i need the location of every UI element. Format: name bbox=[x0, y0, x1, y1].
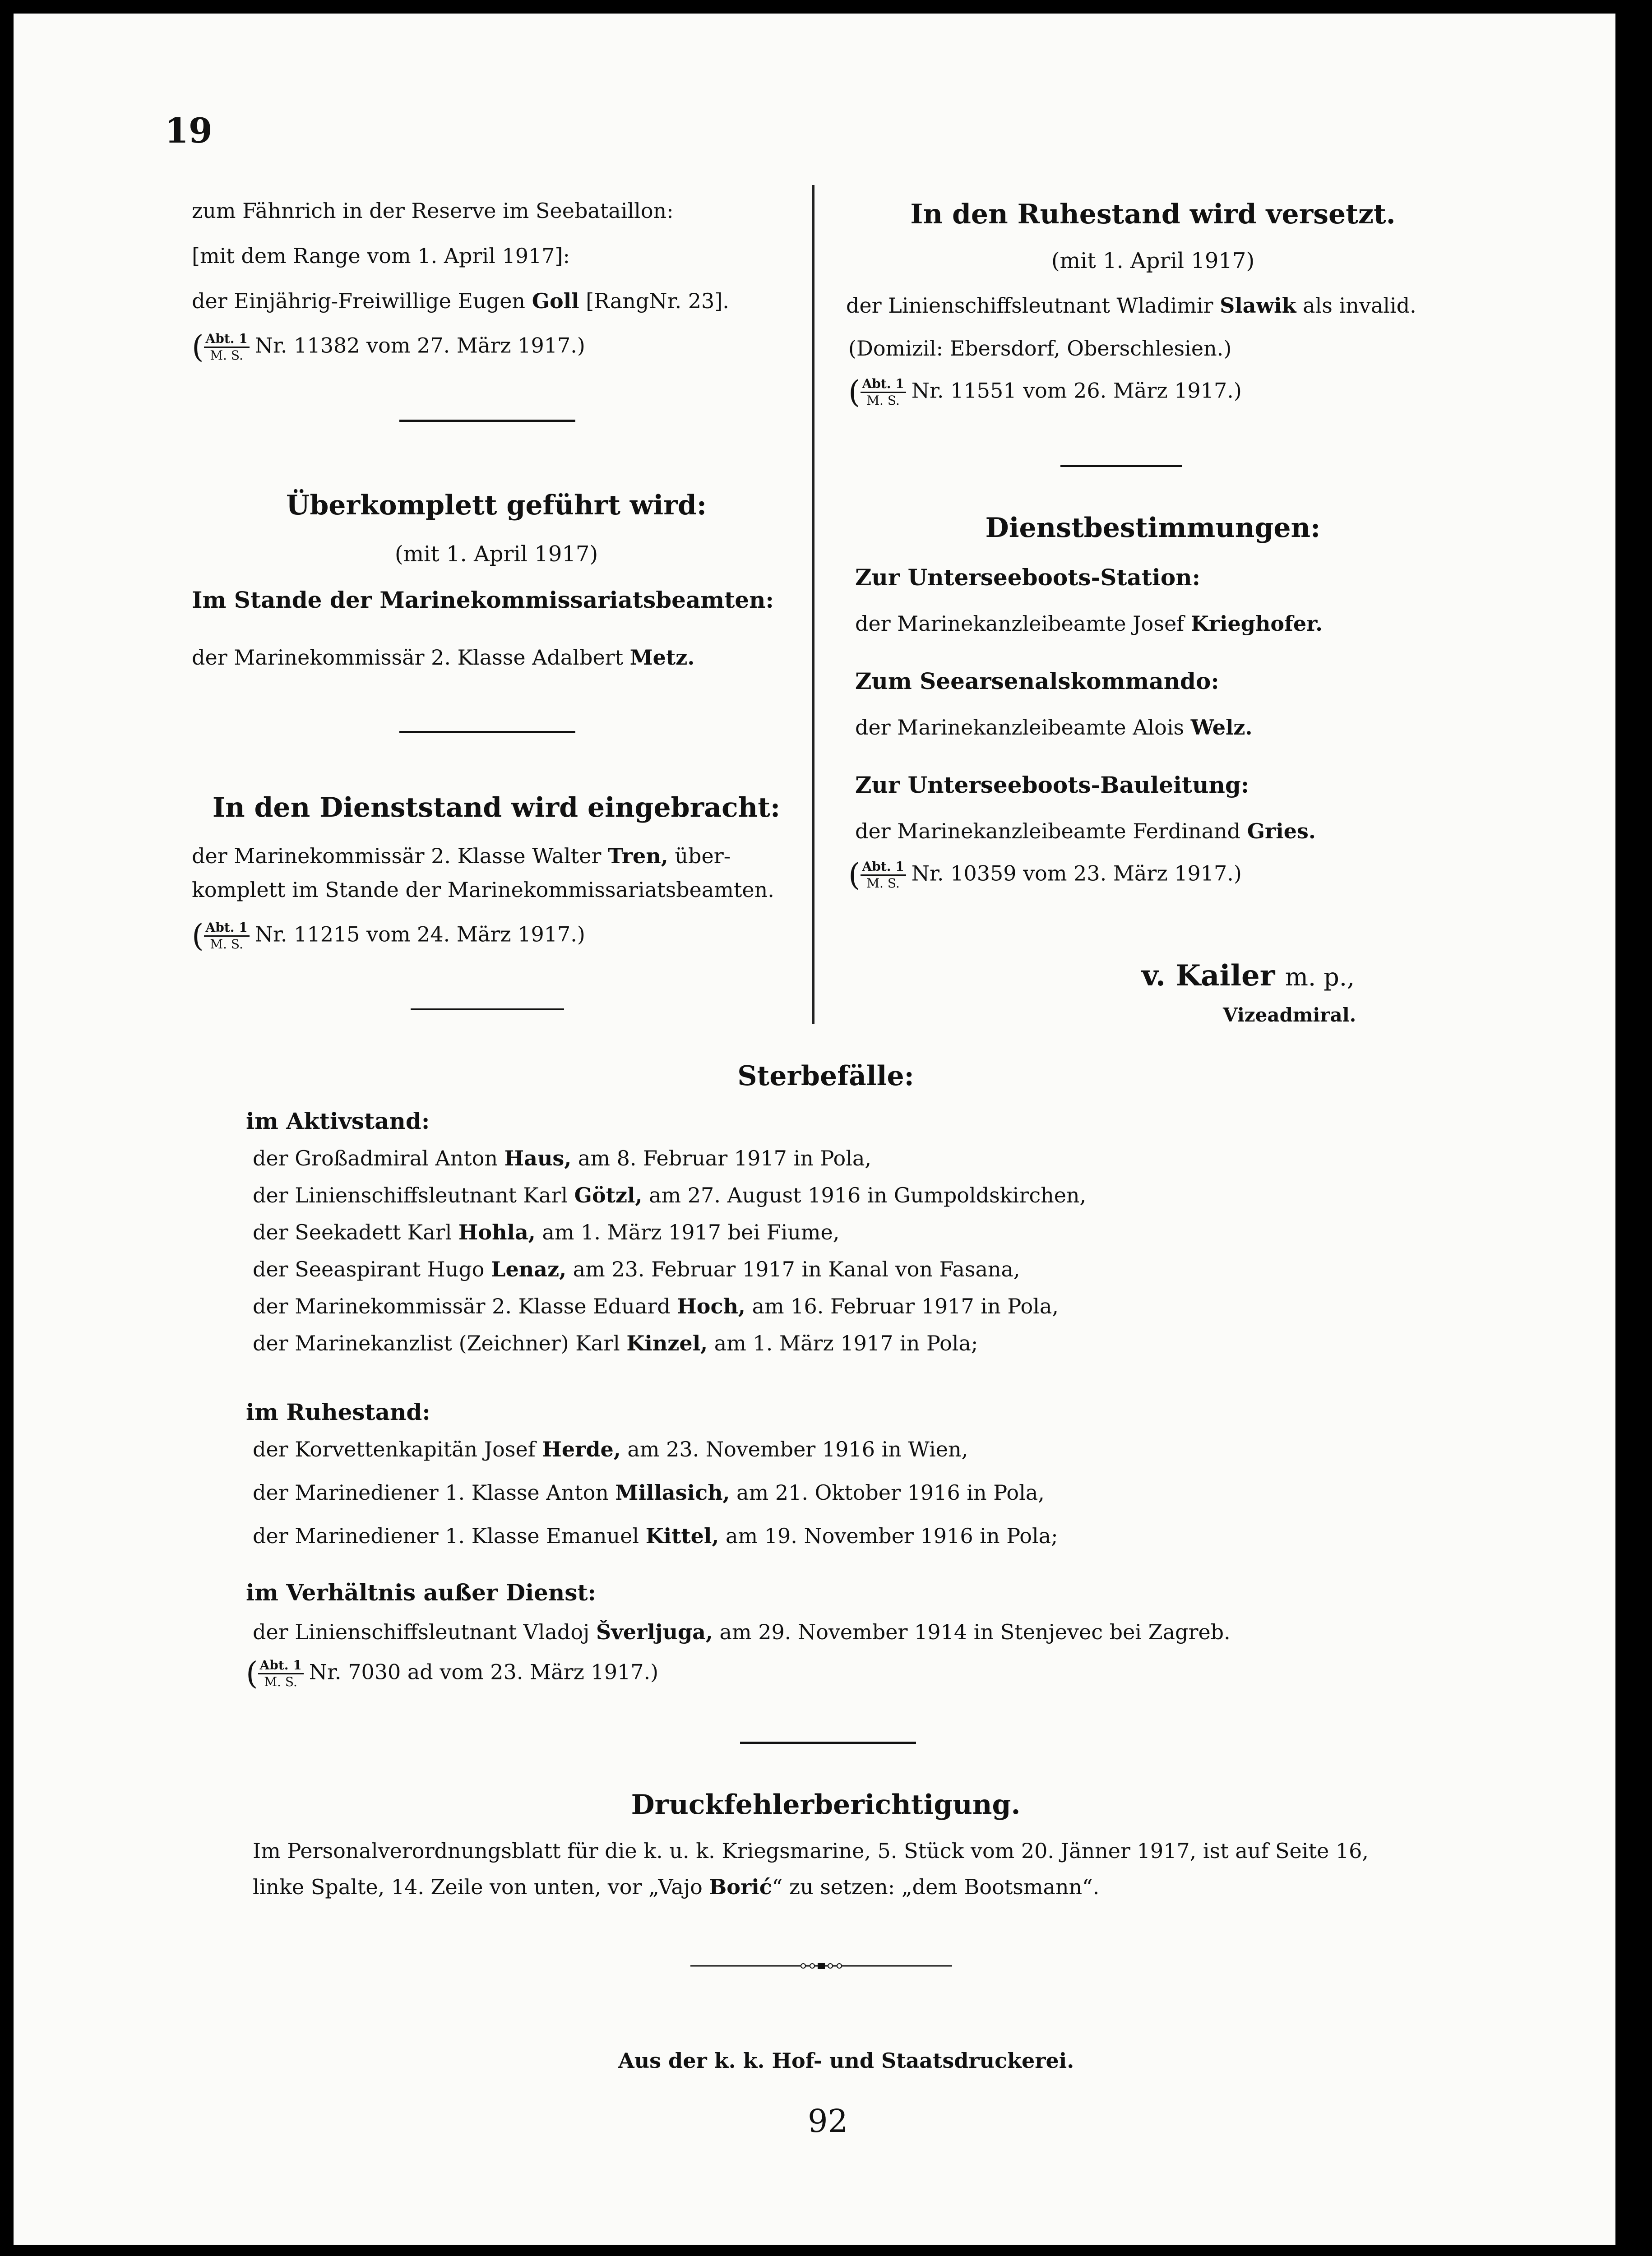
left-reference-2: ( $\frac{\text{Abt. 1}}{M. S.}$ Nr. 11215 vom 24. März 1917.) bbox=[192, 918, 585, 954]
group-ruhestand: im Ruhestand: bbox=[246, 1399, 430, 1425]
section-title-dienststand: In den Dienststand wird eingebracht: bbox=[212, 792, 781, 823]
imprint: Aus der k. k. Hof- und Staatsdruckerei. bbox=[618, 2048, 1074, 2073]
list-item: der Marinediener 1. Klasse Emanuel Kittel, am 19. November 1916 in Pola; bbox=[253, 1524, 1058, 1548]
list-item: der Marinekommissär 2. Klasse Eduard Hoch, am 16. Februar 1917 in Pola, bbox=[253, 1294, 1059, 1318]
section-sub-date: (mit 1. April 1917) bbox=[1051, 248, 1255, 273]
heading-unterseeboots-bauleitung: Zur Unterseeboots-Bauleitung: bbox=[855, 772, 1249, 798]
erratum-line-1: Im Personalverordnungsblatt für die k. u. k. Kriegsmarine, 5. Stück vom 20. Jänner 1917, ist auf Seite 16, bbox=[253, 1839, 1369, 1863]
column-divider bbox=[812, 185, 814, 1024]
separator bbox=[399, 420, 575, 422]
list-item: der Marinekanzlist (Zeichner) Karl Kinzel, am 1. März 1917 in Pola; bbox=[253, 1331, 978, 1355]
section-sub-date: (mit 1. April 1917) bbox=[394, 541, 598, 567]
left-line-2: [mit dem Range vom 1. April 1917]: bbox=[192, 244, 570, 268]
ornament-divider bbox=[690, 1963, 952, 1969]
right-reference-1: ( $\frac{\text{Abt. 1}}{M. S.}$ Nr. 11551 vom 26. März 1917.) bbox=[848, 374, 1242, 410]
left-line-komplett: komplett im Stande der Marinekommissariatsbeamten. bbox=[192, 878, 774, 902]
list-item: der Linienschiffsleutnant Karl Götzl, am 27. August 1916 in Gumpoldskirchen, bbox=[253, 1183, 1087, 1207]
separator bbox=[1060, 465, 1182, 467]
section-title-dienstbestimmungen: Dienstbestimmungen: bbox=[985, 512, 1321, 544]
right-line-domizil: (Domizil: Ebersdorf, Oberschlesien.) bbox=[848, 336, 1232, 361]
list-item: der Seekadett Karl Hohla, am 1. März 1917 bei Fiume, bbox=[253, 1220, 840, 1244]
left-line-metz: der Marinekommissär 2. Klasse Adalbert Metz. bbox=[192, 645, 695, 670]
document-page bbox=[14, 14, 1615, 2245]
section-title-ruhestand: In den Ruhestand wird versetzt. bbox=[910, 199, 1396, 230]
erratum-line-2: linke Spalte, 14. Zeile von unten, vor „Vajo Borić“ zu setzen: „dem Bootsmann“. bbox=[253, 1875, 1100, 1899]
group-aktivstand: im Aktivstand: bbox=[246, 1108, 430, 1134]
right-line-slawik: der Linienschiffsleutnant Wladimir Slawik als invalid. bbox=[846, 293, 1416, 318]
signature: v. Kailer m. p., bbox=[1142, 959, 1355, 993]
list-item: der Korvettenkapitän Josef Herde, am 23. November 1916 in Wien, bbox=[253, 1437, 968, 1461]
list-item: der Großadmiral Anton Haus, am 8. Februar 1917 in Pola, bbox=[253, 1146, 872, 1170]
section-subtitle-stand: Im Stande der Marinekommissariatsbeamten: bbox=[192, 587, 774, 613]
right-line-welz: der Marinekanzleibeamte Alois Welz. bbox=[855, 715, 1253, 740]
section-title-sterbefaelle: Sterbefälle: bbox=[737, 1060, 914, 1092]
right-line-gries: der Marinekanzleibeamte Ferdinand Gries. bbox=[855, 819, 1316, 843]
heading-seearsenalskommando: Zum Seearsenalskommando: bbox=[855, 668, 1219, 694]
list-item: der Linienschiffsleutnant Vladoj Šverljuga, am 29. November 1914 in Stenjevec bei Zagreb. bbox=[253, 1620, 1231, 1644]
section-title-ueberkomplett: Überkomplett geführt wird: bbox=[286, 490, 707, 521]
group-ausser-dienst: im Verhältnis außer Dienst: bbox=[246, 1579, 596, 1606]
signature-rank: Vizeadmiral. bbox=[1223, 1004, 1356, 1026]
page-number-top: 19 bbox=[165, 111, 213, 151]
separator bbox=[399, 731, 575, 733]
deaths-reference: ( $\frac{\text{Abt. 1}}{M. S.}$ Nr. 7030 ad vom 23. März 1917.) bbox=[246, 1656, 659, 1692]
page-number-bottom: 92 bbox=[808, 2103, 848, 2140]
heading-unterseeboots-station: Zur Unterseeboots-Station: bbox=[855, 564, 1201, 591]
left-line-tren: der Marinekommissär 2. Klasse Walter Tren, über- bbox=[192, 844, 731, 868]
list-item: der Seeaspirant Hugo Lenaz, am 23. Februar 1917 in Kanal von Fasana, bbox=[253, 1257, 1020, 1281]
separator bbox=[740, 1742, 916, 1744]
right-reference-2: ( $\frac{\text{Abt. 1}}{M. S.}$ Nr. 10359 vom 23. März 1917.) bbox=[848, 857, 1242, 893]
section-title-druckfehler: Druckfehlerberichtigung. bbox=[631, 1789, 1021, 1821]
left-line-1: zum Fähnrich in der Reserve im Seebataillon: bbox=[192, 199, 674, 223]
separator bbox=[411, 1008, 564, 1010]
left-reference-1: ( $\frac{\text{Abt. 1}}{M. S.}$ Nr. 11382 vom 27. März 1917.) bbox=[192, 329, 585, 365]
list-item: der Marinediener 1. Klasse Anton Millasich, am 21. Oktober 1916 in Pola, bbox=[253, 1480, 1045, 1505]
right-line-krieghofer: der Marinekanzleibeamte Josef Krieghofer. bbox=[855, 611, 1323, 636]
left-line-3: der Einjährig-Freiwillige Eugen Goll [RangNr. 23]. bbox=[192, 289, 729, 313]
